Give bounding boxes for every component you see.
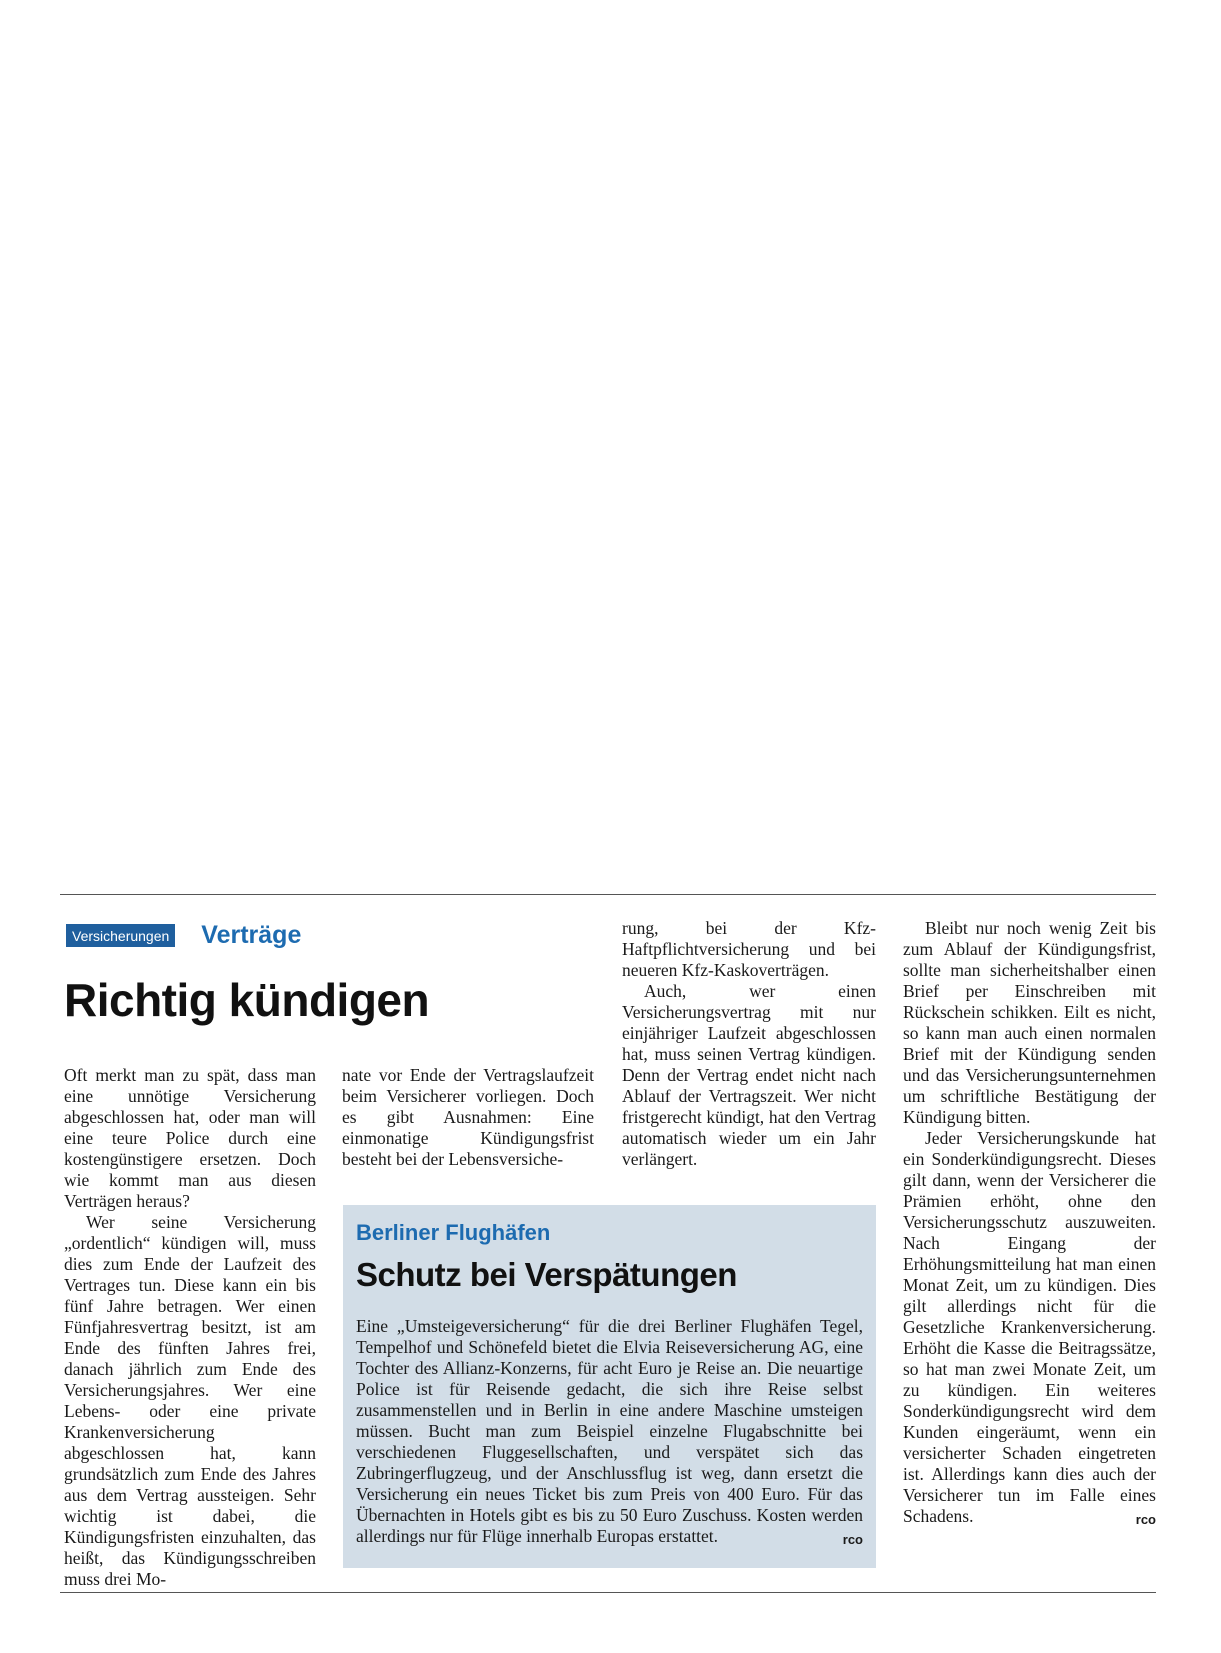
box-signature: rco	[842, 1532, 863, 1547]
paragraph: Auch, wer einen Versicherungsvertrag mit nur einjähriger Laufzeit abgeschlossen hat, muss seinen Vertrag kündigen. Denn der Vertrag endet nicht nach Ablauf der Vertragszeit. Wer nicht fristgerecht kündigt, hat den Vertrag automatisch wieder um ein Jahr verlängert.	[622, 981, 876, 1169]
top-rule	[60, 894, 1156, 895]
article-column-2	[342, 1065, 594, 1170]
paragraph	[903, 1128, 1156, 1527]
article-rubric: Verträge	[201, 921, 302, 949]
paragraph: Wer seine Versicherung „ordentlich“ kündigen will, muss dies zum Ende der Laufzeit des Vertrages tun. Diese kann ein bis fünf Jahre betragen. Wer einen Fünfjahresvertrag besitzt, ist am Ende des fünften Jahres frei, danach jährlich zum Ende des Versicherungsjahres. Wer eine Lebens- oder eine private Krankenversicherung abgeschlossen hat, kann grundsätzlich zum Ende des Jahres aus dem Vertrag aussteigen. Sehr wichtig ist dabei, die Kündigungsfristen einzuhalten, das heißt, das Kündigungsschreiben muss drei Mo-	[64, 1212, 316, 1589]
paragraph: Oft merkt man zu spät, dass man eine unnötige Versicherung abgeschlossen hat, oder man will eine teure Police durch eine kostengünstigere ersetzen. Doch wie kommt man aus diesen Verträgen heraus?	[64, 1065, 316, 1211]
section-tag: Versicherungen	[66, 924, 175, 947]
box-headline: Schutz bei Verspätungen	[356, 1256, 737, 1293]
box-body-text: Eine „Umsteigeversicherung“ für die drei Berliner Flughäfen Tegel, Tempelhof und Schönefeld bietet die Elvia Reiseversicherung AG, eine Tochter des Allianz-Konzerns, für acht Euro je Reise an. Die neuartige Police ist für Reisende gedacht, die sich ihre Reise selbst zusammenstellen und in Berlin in eine andere Maschine umsteigen müssen. Bucht man zum Beispiel einzelne Flugabschnitte bei verschiedenen Fluggesellschaften, und verspätet sich das Zubringerflugzeug, und der Anschlussflug ist weg, dann ersetzt die Versicherung ein neues Ticket bis zum Preis von 400 Euro. Für das Übernachten in Hotels gibt es bis zu 50 Euro Zuschuss. Kosten werden allerdings nur für Flüge innerhalb Europas erstattet.	[356, 1316, 863, 1546]
article-column-1	[64, 1065, 316, 1590]
author-signature: rco	[1135, 1512, 1156, 1527]
article-column-4	[903, 918, 1156, 1530]
paragraph: Bleibt nur noch wenig Zeit bis zum Ablauf der Kündigungsfrist, sollte man sicherheitshalber einen Brief per Einschreiben mit Rückschein schikken. Eilt es nicht, so kann man auch einen normalen Brief mit der Kündigung senden und das Versicherungsunternehmen um schriftliche Bestätigung der Kündigung bitten.	[903, 918, 1156, 1127]
box-body	[356, 1316, 863, 1550]
box-rubric: Berliner Flughäfen	[356, 1220, 551, 1245]
article-kicker	[66, 923, 301, 948]
article-column-3	[622, 918, 876, 1170]
article-headline: Richtig kündigen	[64, 974, 430, 1026]
paragraph: rung, bei der Kfz-Haftpflichtversicherung und bei neueren Kfz-Kaskoverträgen.	[622, 918, 876, 980]
bottom-rule	[60, 1592, 1156, 1593]
paragraph: nate vor Ende der Vertragslaufzeit beim Versicherer vorliegen. Doch es gibt Ausnahmen: Eine einmonatige Kündigungsfrist besteht bei der Lebensversiche-	[342, 1065, 594, 1169]
paragraph-text: Jeder Versicherungskunde hat ein Sonderkündigungsrecht. Dieses gilt dann, wenn der Versicherer die Prämien erhöht, ohne den Versicherungsschutz auszuweiten. Nach Eingang der Erhöhungsmitteilung hat man einen Monat Zeit, um zu kündigen. Dies gilt allerdings nicht für die Gesetzliche Krankenversicherung. Erhöht die Kasse die Beitragssätze, so hat man zwei Monate Zeit, um zu kündigen. Ein weiteres Sonderkündigungsrecht wird dem Kunden eingeräumt, wenn ein versicherter Schaden eingetreten ist. Allerdings kann dies auch der Versicherer tun im Falle eines Schadens.	[903, 1128, 1156, 1526]
sidebar-box	[343, 1205, 876, 1568]
